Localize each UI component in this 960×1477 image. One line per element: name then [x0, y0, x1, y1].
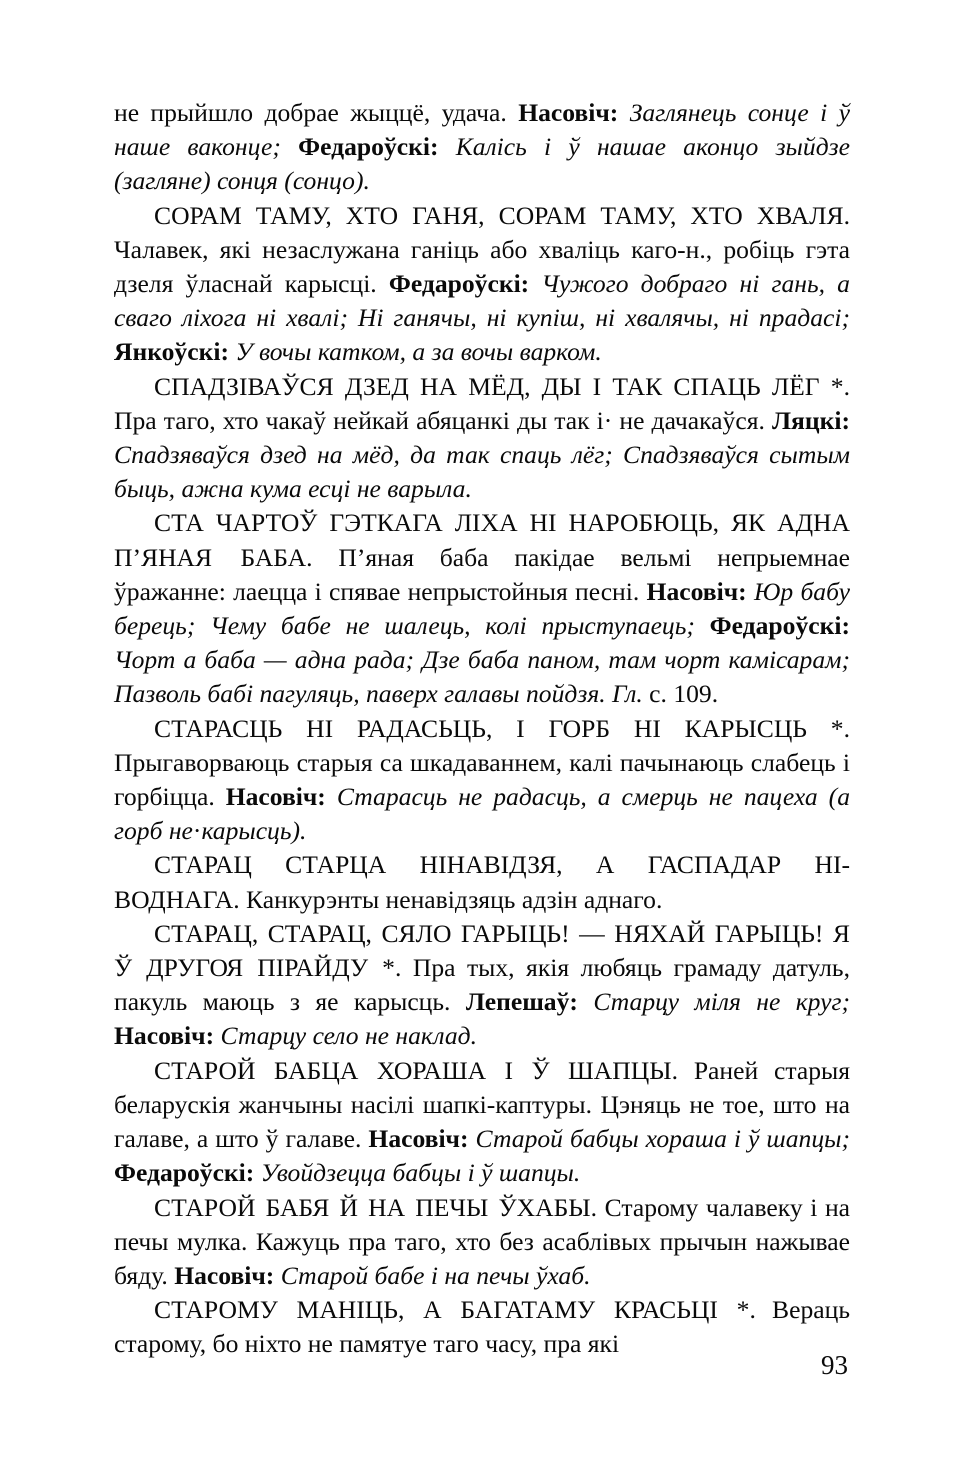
proverb-variant: Юр бабу берець; Чему бабе не шалець, колі прыступаець; [114, 576, 851, 641]
entry-definition: Прыгаворваюць старыя са шкадаваннем, калі пачынаюць слабець і горбіцца. [114, 747, 850, 812]
source-attribution: Лепешаў: [465, 987, 578, 1017]
body-text: не прыйшло добрае жыццё, удача. [114, 98, 519, 127]
source-attribution: Федароўскі: [114, 1158, 255, 1188]
entry-definition: Вераць старому, бо ніхто не памятуе таго часу, пра які [114, 1295, 850, 1359]
entry-headword: СПАДЗІВАЎСЯ ДЗЕД НА МЁД, ДЫ І ТАК СПАЦЬ ЛЁГ *. [154, 371, 850, 401]
entry-definition: Канкурэнты ненавідзяць адзін аднаго. [239, 884, 663, 914]
entry-paragraph [114, 199, 850, 370]
source-attribution: Федароўскі: [709, 611, 850, 641]
cross-reference-abbr: Гл. [612, 679, 643, 709]
page-number: 93 [821, 1350, 848, 1380]
entry-paragraph [114, 917, 850, 1054]
entry-paragraph [114, 1054, 850, 1191]
entry-headword: СТАРОЙ БАБЯ Й НА ПЕЧЫ ЎХАБЫ. [154, 1192, 597, 1222]
source-attribution: Федароўскі: [388, 269, 530, 299]
source-attribution: Насовіч: [368, 1124, 469, 1154]
entry-paragraph [114, 1191, 850, 1294]
proverb-variant: У вочы катком, а за вочы варком. [228, 337, 602, 367]
entry-definition: Раней старыя беларускія жанчыны насілі шапкі-каптуры. Цэняць не тое, што на галаве, а што ў галаве. [114, 1055, 850, 1154]
entry-paragraph [114, 848, 850, 916]
proverb-variant: Старой бабе і на печы ўхаб. [274, 1260, 591, 1290]
source-attribution: Федароўскі: [298, 132, 439, 162]
source-attribution: Насовіч: [114, 1021, 215, 1051]
entry-paragraph [114, 370, 850, 507]
source-attribution: Янкоўскі: [114, 337, 229, 367]
entry-paragraph [114, 506, 850, 711]
source-attribution: Насовіч: [174, 1260, 275, 1290]
entry-headword: СТАРАЦ, СТАРАЦ, СЯЛО ГАРЫЦЬ! — НЯХАЙ ГАРЫЦЬ! Я Ў ДРУГОЯ ПІРАЙДУ *. [114, 918, 850, 983]
entry-definition: Пра таго, хто чакаў нейкай абяцанкі ды так і· не дачакаўся. [114, 405, 772, 435]
proverb-variant: Калісь і ў нашае аконцо зыйдзе (загляне) сонця (сонцо). [114, 132, 850, 196]
source-attribution: Ляцкі: [771, 405, 850, 435]
entry-headword: СТАРОМУ МАНІЦЬ, А БАГАТАМУ КРАСЬЦІ *. [154, 1295, 756, 1325]
entry-paragraph [114, 712, 850, 849]
entry-paragraph-continuation [114, 96, 850, 199]
source-attribution: Насовіч: [225, 782, 326, 812]
entry-definition: Пра тых, якія любяць грамаду датуль, пакуль маюць з яе карысць. [114, 953, 850, 1017]
entry-headword: СТАРОЙ БАБЦА ХОРАША І Ў ШАПЦЫ. [154, 1055, 678, 1085]
entry-headword: СТАРАСЦЬ НІ РАДАСЬЦЬ, І ГОРБ НІ КАРЫСЦЬ *. [154, 713, 850, 743]
proverb-variant: Старцу міля не круг; [577, 987, 851, 1017]
proverb-variant: Старцу село не наклад. [214, 1021, 478, 1051]
proverb-variant: Чорт а баба — адна рада; Дзе баба паном, там чорт камісарам; Пазволь бабі пагуляць, паверх галавы пойдзя. [114, 645, 850, 709]
entry-headword: СОРАМ ТАМУ, ХТО ГАНЯ, СОРАМ ТАМУ, ХТО ХВАЛЯ. [154, 200, 850, 230]
entry-headword: СТАРАЦ СТАРЦА НІНАВІДЗЯ, А ГАСПАДАР НІ-ВОДНАГА. [114, 850, 850, 914]
entry-definition: Старому чалавеку і на печы мулка. Кажуць пра таго, хто без асаблівых прычын нажывае бяду. [114, 1192, 851, 1290]
entry-definition: П’яная баба пакідае вельмі непрыемнае ўражанне: лаецца і спявае непрыстойныя песні. [114, 542, 851, 606]
proverb-variant: Старасць не радасць, а смерць не пацеха (а горб не·карысць). [114, 782, 850, 846]
proverb-variant: Старой бабцы хораша і ў шапцы; [468, 1124, 850, 1154]
entry-headword: СТА ЧАРТОЎ ГЭТКАГА ЛІХА НІ НАРОБЮЦЬ, ЯК АДНА П’ЯНАЯ БАБА. [114, 508, 850, 572]
source-attribution: Насовіч: [518, 98, 619, 127]
proverb-variant: Увойдзецца бабцы і ў шапцы. [254, 1158, 581, 1188]
proverb-variant: Спадзяваўся дзед на мёд, да так спаць лёг; Спадзяваўся сытым быць, ажна кума есці не варыла. [114, 440, 850, 504]
entry-definition: Чалавек, які незаслужана ганіць або хваліць каго-н., робіць гэта дзеля ўласнай карысці. [114, 234, 850, 299]
source-attribution: Насовіч: [646, 576, 747, 606]
text-column [114, 96, 850, 1362]
proverb-variant: Чужого добраго ні гань, а сваго ліхога ні хвалі; Ні ганячы, ні купіш, ні хвалячы, ні прадасі; [114, 269, 850, 333]
cross-reference-page: с. 109. [642, 679, 719, 709]
proverb-variant: Заглянець сонце і ў наше ваконце; [114, 98, 850, 162]
